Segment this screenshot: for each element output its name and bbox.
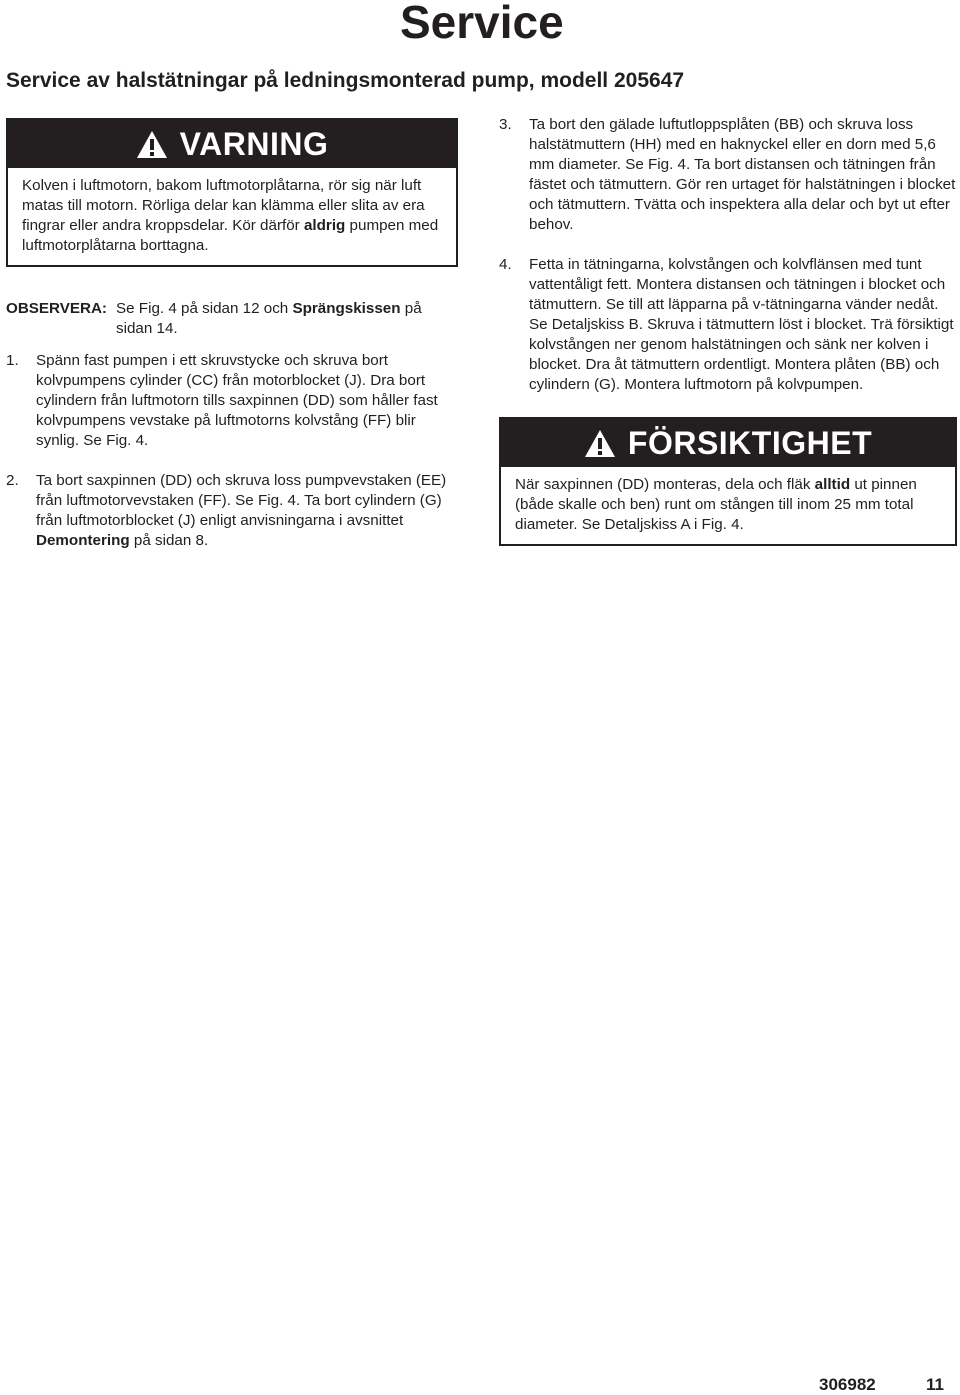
caution-text-part-2: ut pinnen (både skalle och ben) runt om stången till inom 25 mm total diameter. Se Detaljskiss A i Fig. 4.: [515, 476, 917, 533]
warning-triangle-icon: [584, 429, 616, 458]
note-text-bold: Sprängskissen: [292, 300, 401, 317]
document-number: 306982: [819, 1375, 876, 1394]
warning-text: [22, 176, 442, 256]
page-title: Service: [400, 0, 564, 48]
warning-text-part-1: Kolven i luftmotorn, bakom luftmotorplåtarna, rör sig när luft matas till motorn. Rörliga delar kan klämma eller slita av era fingrar eller andra kroppsdelar. Kör därför: [22, 177, 425, 234]
step-2: [6, 471, 458, 551]
step-text: Spänn fast pumpen i ett skruvstycke och skruva bort kolvpumpens cylinder (CC) från motorblocket (J). Dra bort cylindern från luftmotorn tills saxpinnen (DD) som håller fast kolvpumpens vevstake på luftmotorns kolvstång (FF) blir synlig. Se Fig. 4.: [36, 352, 438, 449]
warning-header: [8, 120, 456, 168]
section-heading: Service av halstätningar på ledningsmonterad pump, modell 205647: [6, 69, 685, 92]
note-text-part-1: Se Fig. 4 på sidan 12 och: [116, 300, 293, 317]
step-1: [6, 351, 458, 451]
step-4: [499, 255, 957, 395]
step-number: 1.: [6, 352, 19, 369]
caution-text-bold: alltid: [814, 476, 851, 493]
warning-title: VARNING: [179, 126, 329, 162]
caution-header: [501, 419, 955, 467]
step-number: 3.: [499, 116, 512, 133]
caution-body: [501, 467, 955, 544]
note-label: OBSERVERA:: [6, 300, 107, 317]
step-number: 4.: [499, 256, 512, 273]
warning-body: [8, 168, 456, 265]
note-text: [116, 299, 458, 339]
step-text-part-1: Ta bort saxpinnen (DD) och skruva loss pumpvevstaken (EE) från luftmotorvevstaken (FF). Se Fig. 4. Ta bort cylindern (G) från luftmotorblocket (J) enligt anvisningarna i avsnittet: [36, 472, 447, 529]
warning-box: [6, 118, 458, 267]
step-text: [36, 471, 458, 551]
right-column: [499, 115, 957, 546]
note: [6, 299, 458, 339]
left-column: [6, 118, 458, 551]
step-text: Fetta in tätningarna, kolvstången och kolvflänsen med tunt vattentåligt fett. Montera distansen och tätningen i blocket och tätmuttern. Se till att läpparna på v-tätningarna vänder nedåt. Se Detaljskiss B. Skruva i tätmuttern löst i blocket. Trä försiktigt kolvstången ner genom halstätningen och sänk ner kolven i blocket. Dra åt tätmuttern ordentligt. Montera plåten (BB) och cylindern (G). Montera luftmotorn på kolvpumpen.: [529, 256, 954, 393]
caution-box: [499, 417, 957, 546]
step-text-bold: Demontering: [36, 532, 130, 549]
step-text-part-2: på sidan 8.: [129, 532, 209, 549]
note-text-part-2: på sidan 14.: [116, 300, 422, 337]
caution-title: FÖRSIKTIGHET: [627, 425, 873, 461]
caution-text-part-1: När saxpinnen (DD) monteras, dela och fläk: [515, 476, 815, 493]
step-text: Ta bort den gälade luftutloppsplåten (BB) och skruva loss halstätmuttern (HH) med en haknyckel eller en dorn med 5,6 mm diameter. Se Fig. 4. Ta bort distansen och tätningen från fästet och tätmuttern. Gör ren urtaget för halstätningen i blocket och tätmuttern. Tvätta och inspektera alla delar och byt ut efter behov.: [529, 116, 956, 233]
caution-text: [515, 475, 941, 535]
warning-text-part-2: pumpen med luftmotorplåtarna borttagna.: [22, 217, 439, 254]
step-3: [499, 115, 957, 235]
warning-triangle-icon: [136, 130, 168, 159]
step-number: 2.: [6, 472, 19, 489]
warning-text-bold: aldrig: [303, 217, 346, 234]
page-number: 11: [926, 1375, 944, 1394]
